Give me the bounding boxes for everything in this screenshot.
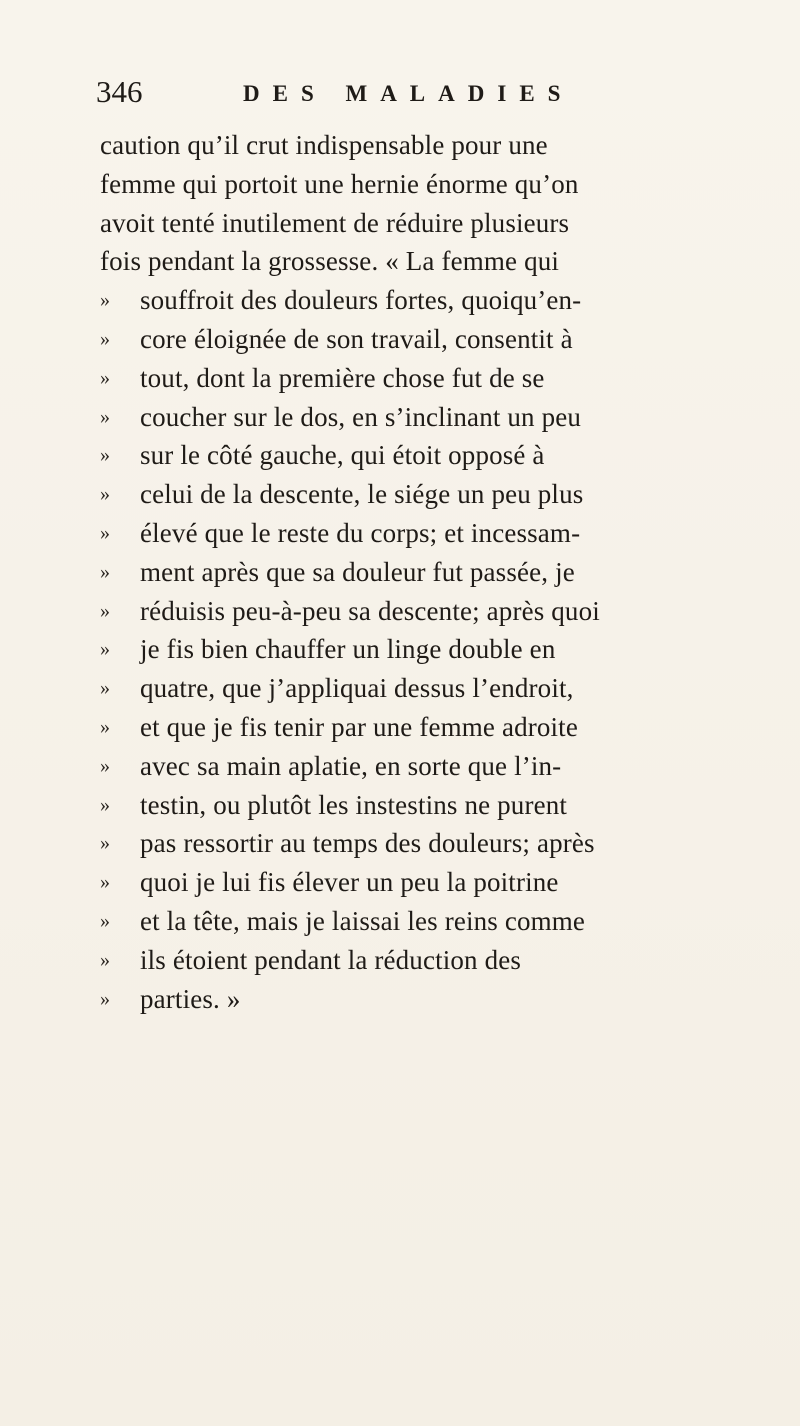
text-line: souffroit des douleurs fortes, quoiqu’en- [140, 285, 582, 316]
text-line: caution qu’il crut indispensable pour une [100, 130, 548, 160]
quoted-line [100, 902, 712, 941]
quote-mark: » [100, 793, 111, 816]
page-number: 346 [96, 74, 143, 109]
text-line: quoi je lui fis élever un peu la poitrine [140, 867, 559, 898]
text-line: parties. » [140, 983, 241, 1014]
text-line: je fis bien chauffer un linge double en [140, 634, 556, 665]
quote-mark: » [100, 405, 111, 428]
text-line: ment après que sa douleur fut passée, je [140, 556, 575, 587]
quoted-line [100, 320, 712, 359]
text-line: pas ressortir au temps des douleurs; après [140, 828, 595, 859]
quoted-line [100, 747, 712, 786]
quoted-line [100, 669, 712, 708]
quoted-line [100, 941, 712, 980]
quoted-line [100, 359, 712, 398]
text-line: femme qui portoit une hernie énorme qu’on [100, 168, 579, 199]
quoted-line [100, 630, 712, 669]
text-line: ils étoient pendant la réduction des [140, 944, 522, 975]
text-line: et que je fis tenir par une femme adroite [140, 711, 578, 742]
quote-mark: » [100, 560, 111, 583]
quote-mark: » [100, 366, 111, 389]
quote-mark: » [100, 832, 111, 855]
text-line: testin, ou plutôt les instestins ne purent [140, 789, 568, 820]
quote-mark: » [100, 483, 111, 506]
quote-mark: » [100, 327, 111, 350]
quoted-line [100, 592, 712, 631]
quote-mark: » [100, 948, 111, 971]
page-header [96, 74, 706, 116]
quoted-line [100, 398, 712, 437]
running-title: DES MALADIES [243, 81, 574, 106]
quoted-line [100, 514, 712, 553]
quote-mark: » [100, 754, 111, 777]
text-line: avoit tenté inutilement de réduire plusieurs [100, 207, 570, 238]
quoted-line [100, 553, 712, 592]
text-line: élevé que le reste du corps; et incessam- [140, 517, 581, 548]
text-line: tout, dont la première chose fut de se [140, 362, 545, 393]
quoted-line [100, 475, 712, 514]
body-text [100, 126, 712, 1018]
quoted-line [100, 824, 712, 863]
quoted-line [100, 786, 712, 825]
text-line: celui de la descente, le siége un peu plus [140, 479, 584, 510]
text-line: coucher sur le dos, en s’inclinant un peu [140, 401, 582, 432]
quote-mark: » [100, 987, 111, 1010]
quoted-line [100, 436, 712, 475]
quote-mark: » [100, 638, 111, 661]
quote-mark: » [100, 444, 111, 467]
quote-mark: » [100, 521, 111, 544]
quote-mark: » [100, 599, 111, 622]
quote-mark: » [100, 715, 111, 738]
text-line: avec sa main aplatie, en sorte que l’in- [140, 750, 562, 781]
quote-mark: » [100, 289, 111, 312]
quoted-line [100, 863, 712, 902]
quoted-line [100, 281, 712, 320]
text-line: fois pendant la grossesse. « La femme qui [100, 246, 560, 277]
text-line: et la tête, mais je laissai les reins comme [140, 905, 586, 936]
quoted-line [100, 980, 712, 1019]
quote-mark: » [100, 677, 111, 700]
text-line: réduisis peu-à-peu sa descente; après quoi [140, 595, 600, 626]
text-line: core éloignée de son travail, consentit à [140, 323, 573, 354]
text-line: quatre, que j’appliquai dessus l’endroit, [140, 673, 574, 704]
quote-mark: » [100, 871, 111, 894]
text-line: sur le côté gauche, qui étoit opposé à [140, 440, 545, 471]
quote-mark: » [100, 909, 111, 932]
quoted-line [100, 708, 712, 747]
